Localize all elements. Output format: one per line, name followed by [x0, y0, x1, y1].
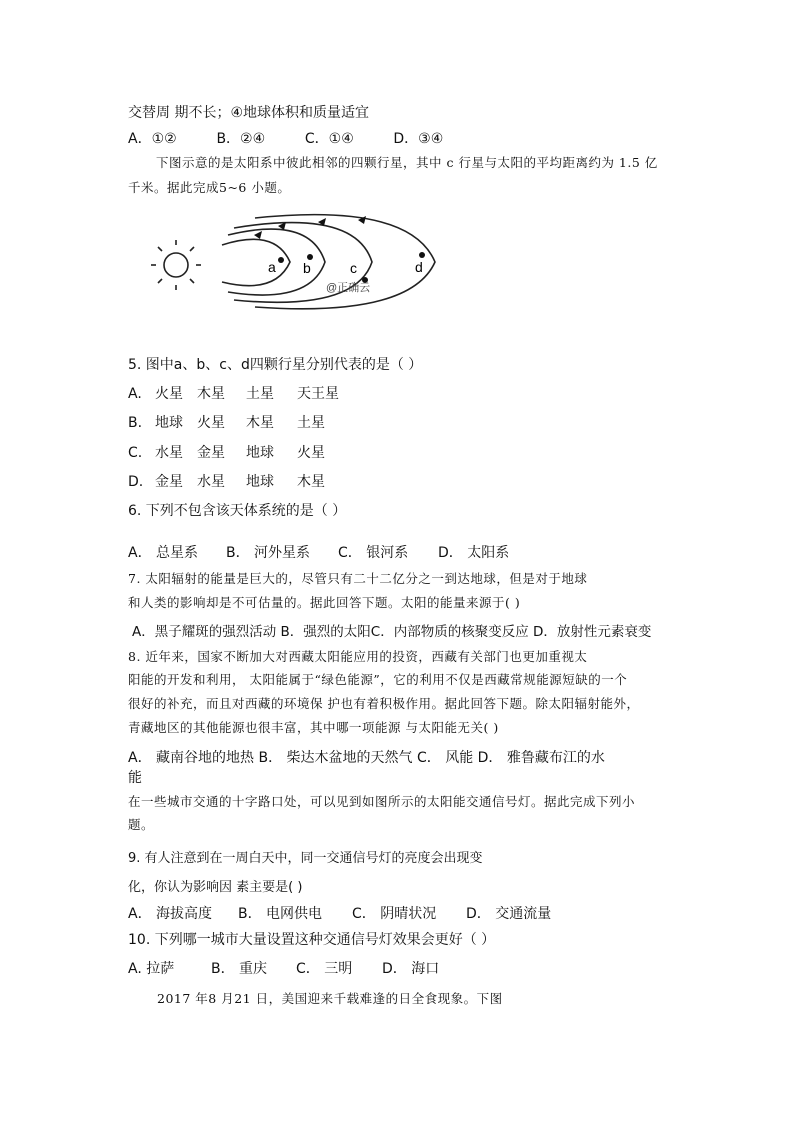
option-d: D． 太阳系 [438, 545, 510, 561]
option-b: B． 重庆 [211, 961, 268, 977]
option-a: A. 拉萨 [128, 961, 175, 977]
q5-option-b [128, 414, 325, 432]
options-line-1 [128, 130, 443, 148]
option-word: 土星 [246, 386, 274, 402]
question-10: 10. 下列哪一城市大量设置这种交通信号灯效果会更好（ ） [128, 932, 496, 948]
option-word: 木星 [197, 386, 225, 402]
planet-d-dot [419, 252, 425, 258]
intro-line-2: 千米。据此完成5~6 小题。 [128, 180, 291, 195]
option-c: C． 银河系 [338, 545, 409, 561]
question-6: 6. 下列不包含该天体系统的是（ ） [128, 503, 347, 519]
planet-label-a: a [268, 259, 276, 275]
option-a: A． 海拔高度 [128, 906, 213, 922]
question-7-line-2: 和人类的影响却是不可估量的。据此回答下题。太阳的能量来源于( ) [128, 595, 521, 610]
question-8-line-3: 很好的补充，而且对西藏的环境保 护也有着积极作用。据此回答下题。除太阳辐射能外， [128, 696, 640, 711]
option-b: B． 电网供电 [238, 906, 323, 922]
option-word: 木星 [246, 415, 274, 431]
option-word: 土星 [297, 415, 325, 431]
text-line-1: 交替周 期不长；④地球体积和质量适宜 [128, 105, 369, 121]
passage-9-line-1: 在一些城市交通的十字路口处，可以见到如图所示的太阳能交通信号灯。据此完成下列小 [128, 794, 636, 809]
option-b: B． 河外星系 [226, 545, 311, 561]
option-word: 金星 [155, 474, 183, 490]
option-a: A． 总星系 [128, 545, 199, 561]
planet-a-dot [278, 257, 284, 263]
option-word: 火星 [197, 415, 225, 431]
q10-options [128, 960, 439, 978]
option-word: 地球 [246, 445, 274, 461]
q6-options [128, 544, 509, 562]
q8-options: A． 藏南谷地的地热 B． 柴达木盆地的天然气 C． 风能 D． 雅鲁藏布江的水 [128, 750, 605, 766]
option-b: B．②④ [216, 131, 266, 147]
q5-option-c [128, 444, 325, 462]
option-c: C．①④ [304, 131, 354, 147]
option-c: C． 三明 [296, 961, 353, 977]
option-word: 火星 [155, 386, 183, 402]
question-8-line-2: 阳能的开发和利用， 太阳能属于“绿色能源”，它的利用不仅是西藏常规能源短缺的一个 [128, 672, 628, 687]
watermark: @正确云 [326, 282, 371, 294]
orbits [222, 215, 435, 309]
planet-label-d: d [415, 259, 423, 275]
arrow-icon [254, 231, 262, 239]
option-letter: B. [128, 415, 143, 431]
q5-option-a [128, 385, 339, 403]
passage-9-line-2: 题。 [128, 817, 155, 832]
solar-system-figure [150, 210, 450, 310]
option-letter: D. [128, 474, 144, 490]
option-word: 火星 [297, 445, 325, 461]
option-d: D． 海口 [382, 961, 440, 977]
question-8-line-4: 青藏地区的其他能源也很丰富，其中哪一项能源 与太阳能无关( ) [128, 720, 499, 735]
option-d: D．③④ [393, 131, 444, 147]
planet-label-c: c [350, 260, 357, 276]
question-9-line-2: 化，你认为影响因 素主要是( ) [128, 880, 303, 895]
option-letter: A. [128, 386, 142, 402]
q8-options-wrap: 能 [128, 770, 142, 786]
question-7-line-1: 7. 太阳辐射的能量是巨大的，尽管只有二十二亿分之一到达地球，但是对于地球 [128, 571, 588, 586]
option-word: 木星 [297, 474, 325, 490]
option-word: 地球 [155, 415, 183, 431]
q7-options: A．黑子耀斑的强烈活动 B．强烈的太阳C．内部物质的核聚变反应 D．放射性元素衰变 [132, 624, 652, 640]
option-c: C． 阴晴状况 [352, 906, 437, 922]
question-8-line-1: 8. 近年来，国家不断加大对西藏太阳能应用的投资，西藏有关部门也更加重视太 [128, 649, 588, 664]
final-line: 2017 年8 月21 日，美国迎来千载难逢的日全食现象。下图 [157, 991, 503, 1006]
intro-line-1: 下图示意的是太阳系中彼此相邻的四颗行星，其中 c 行星与太阳的平均距离约为 1.5 亿 [156, 155, 658, 170]
option-word: 金星 [197, 445, 225, 461]
option-word: 水星 [155, 445, 183, 461]
option-word: 天王星 [297, 386, 339, 402]
option-word: 水星 [197, 474, 225, 490]
q9-options [128, 905, 551, 923]
option-d: D． 交通流量 [466, 906, 552, 922]
question-5: 5. 图中a、b、c、d四颗行星分别代表的是（ ） [128, 357, 423, 373]
q5-option-d [128, 473, 325, 491]
option-letter: C. [128, 445, 143, 461]
planet-label-b: b [303, 260, 311, 276]
sun-icon [151, 240, 201, 290]
question-9-line-1: 9. 有人注意到在一周白天中，同一交通信号灯的亮度会出现变 [128, 851, 483, 866]
option-word: 地球 [246, 474, 274, 490]
orbit-arrows [254, 216, 366, 239]
option-a: A．①② [128, 131, 177, 147]
